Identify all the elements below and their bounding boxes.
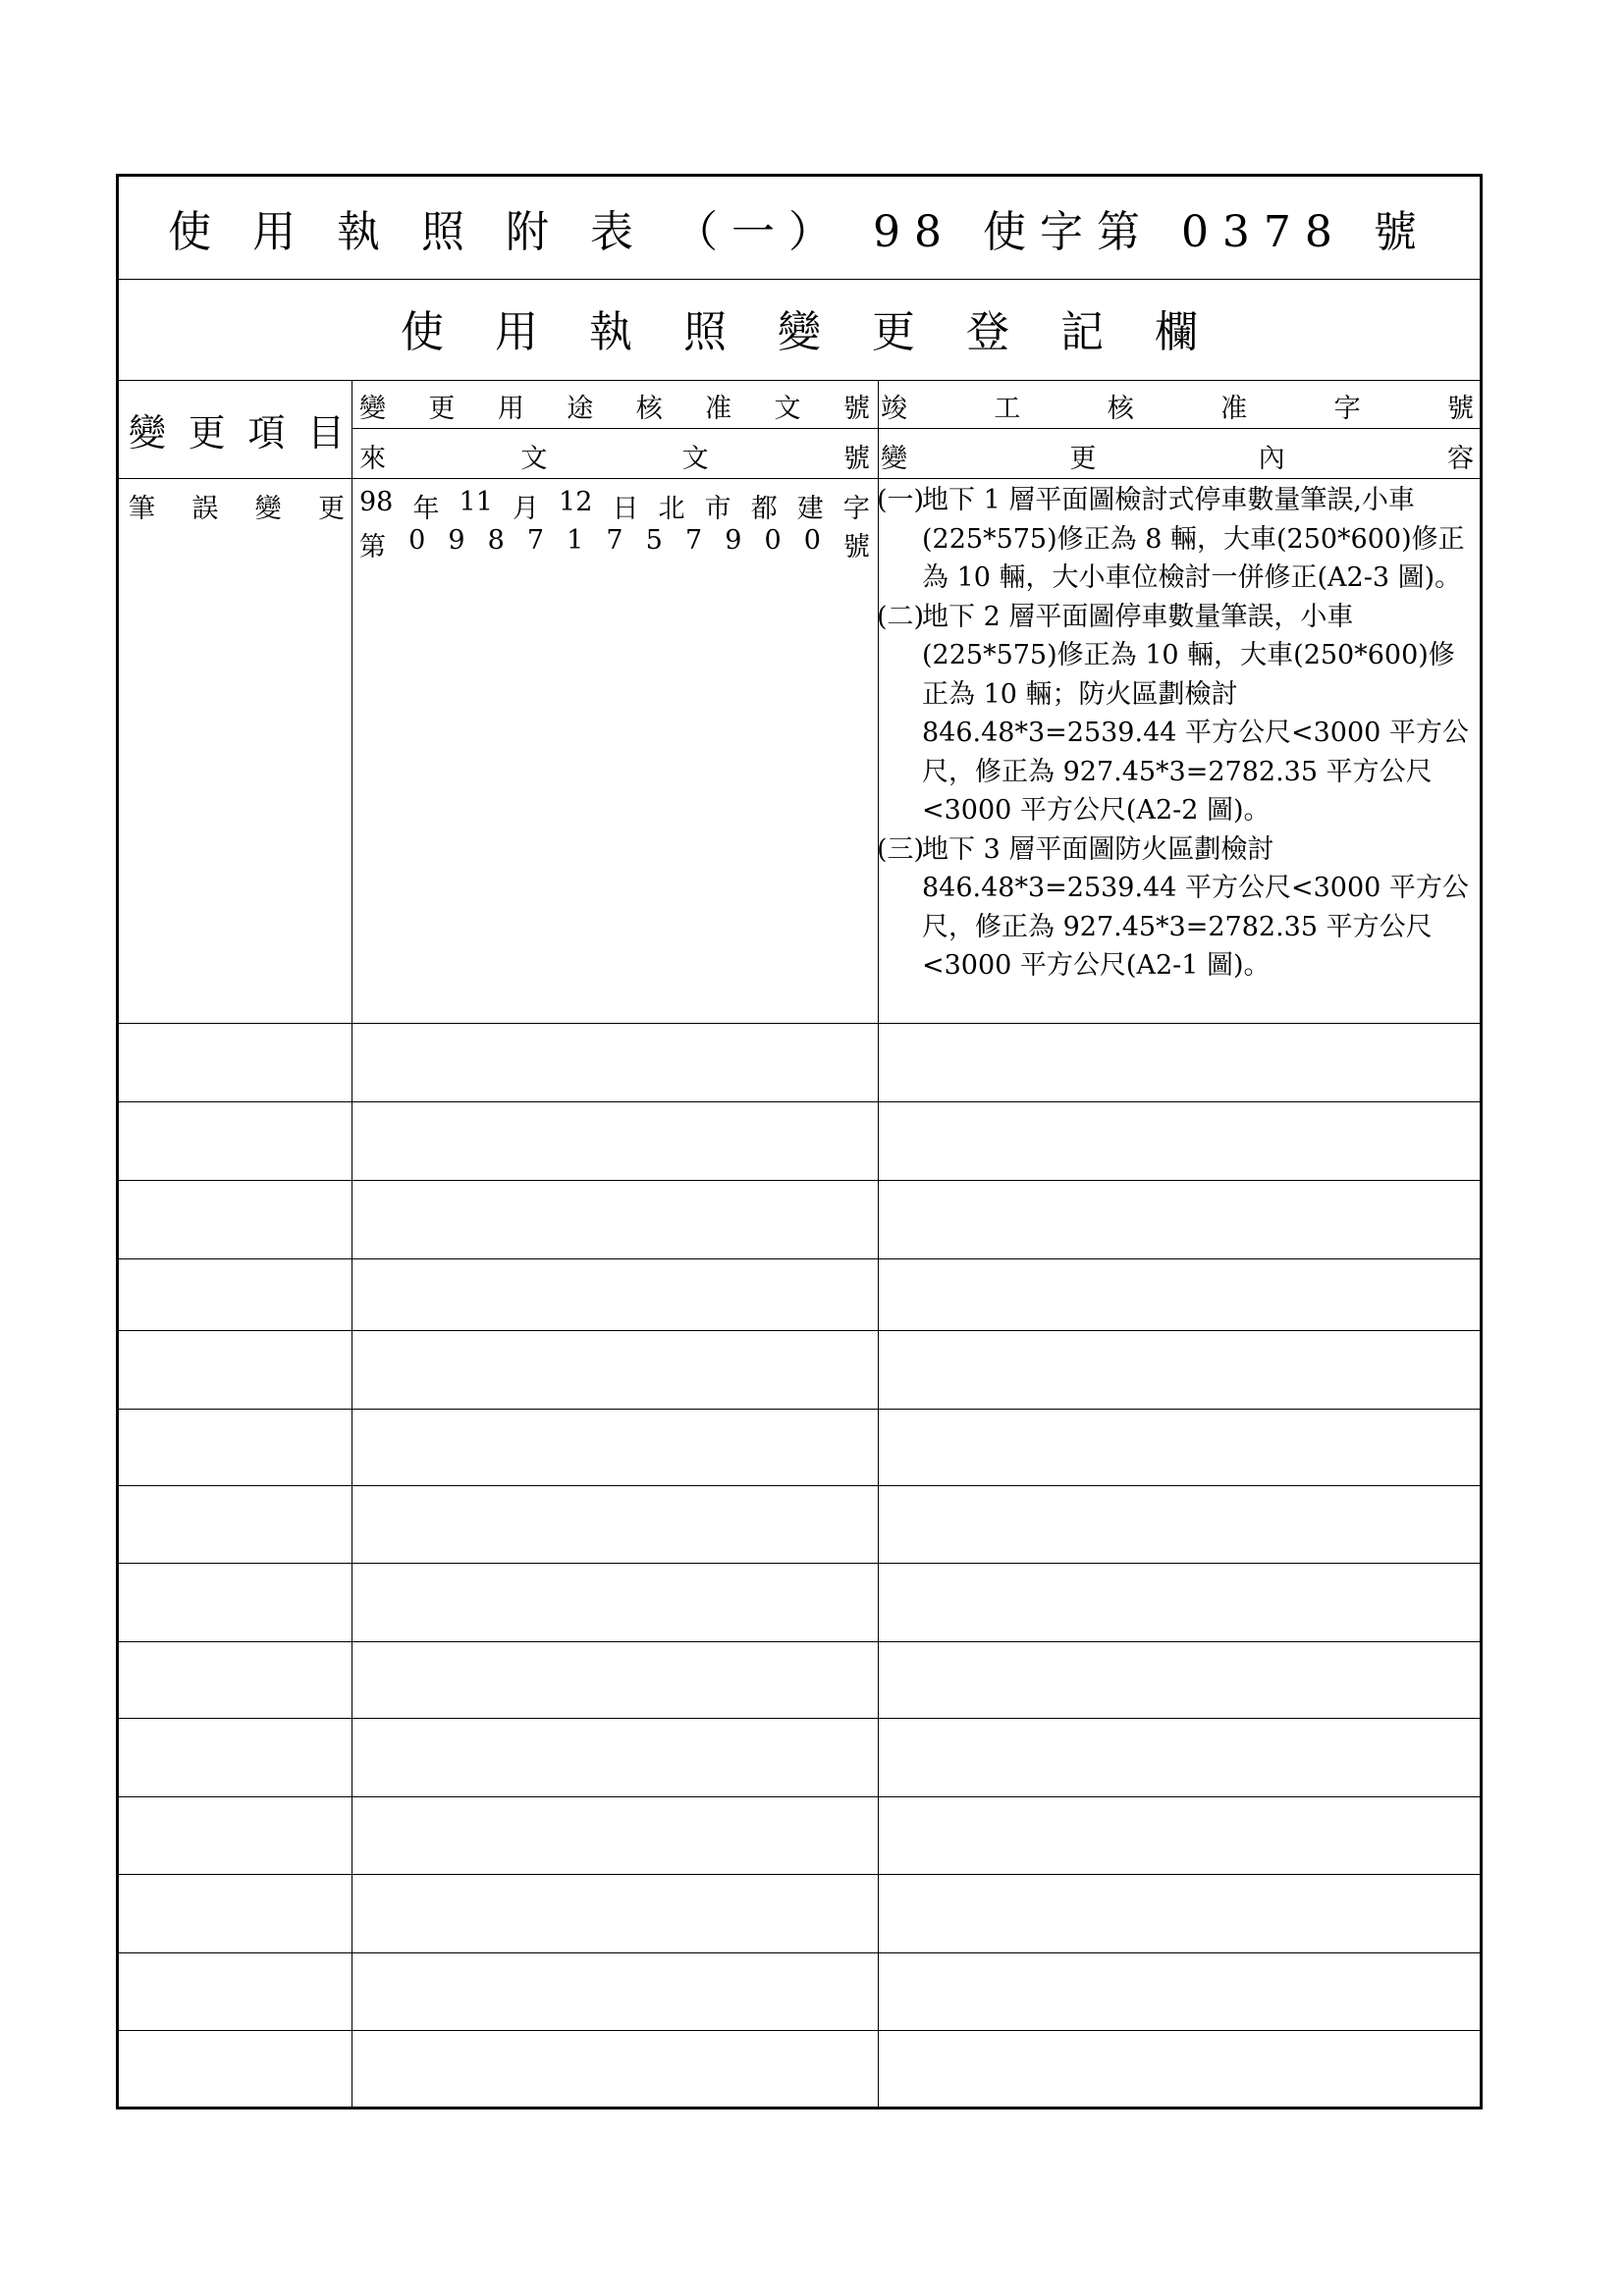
item-char: 誤	[191, 494, 219, 524]
row1-change-item	[129, 487, 345, 525]
row-line	[119, 1180, 1480, 1181]
doc-token: 0	[764, 525, 782, 556]
divider	[352, 428, 1480, 429]
doc-token: 12	[559, 487, 593, 517]
header-approval-doc	[359, 387, 870, 425]
header-char: 文	[681, 444, 709, 474]
header-char: 內	[1258, 444, 1285, 474]
form-title: 使 用 執 照 附 表 （一） 98 使字第 0378 號	[168, 207, 1431, 257]
header-char: 核	[1107, 394, 1134, 424]
entry-number: (三)	[877, 833, 925, 865]
header-char: 號	[842, 394, 870, 424]
doc-token: 5	[645, 525, 663, 556]
column-divider	[878, 380, 879, 2107]
doc-token: 1	[567, 525, 584, 556]
doc-token: 9	[448, 525, 465, 556]
doc-token: 號	[843, 532, 870, 562]
header-char: 變	[129, 411, 167, 454]
doc-token: 7	[684, 525, 703, 556]
row-line	[119, 1258, 1480, 1259]
header-char: 更	[1069, 444, 1097, 474]
item-char: 變	[254, 494, 282, 524]
header-char: 目	[306, 411, 345, 454]
doc-token: 11	[459, 487, 493, 517]
form-subtitle	[119, 296, 1480, 359]
doc-token: 7	[606, 525, 623, 556]
doc-token: 月	[512, 494, 539, 524]
header-char: 更	[188, 411, 226, 454]
entry-number: (二)	[877, 601, 925, 632]
header-char: 更	[428, 394, 456, 424]
header-char: 變	[881, 444, 907, 474]
subtitle-char: 使	[401, 307, 444, 357]
subtitle-char: 更	[872, 307, 915, 357]
header-char: 號	[842, 444, 870, 474]
row-line	[119, 1641, 1480, 1642]
subtitle-char: 欄	[1155, 307, 1198, 357]
divider	[119, 478, 1480, 479]
doc-token: 0	[803, 525, 821, 556]
entry-text: 地下 2 層平面圖停車數量筆誤，小車(225*575)修正為 10 輛，大車(250*600)修正為 10 輛；防火區劃檢討 846.48*3=2539.44 平方公尺<3000 平方公尺，修正為 927.45*3=2782.35 平方公尺<3000 平方公尺(A2-2 圖)。	[922, 601, 1469, 826]
header-char: 來	[359, 444, 386, 474]
subtitle-char: 執	[589, 307, 632, 357]
header-char: 竣	[881, 394, 907, 424]
doc-token: 8	[487, 525, 505, 556]
license-form	[116, 174, 1483, 2109]
subtitle-char: 照	[683, 307, 727, 357]
header-change-item	[129, 402, 345, 456]
header-char: 文	[520, 444, 548, 474]
header-char: 工	[994, 394, 1021, 424]
row-line	[119, 1563, 1480, 1564]
subtitle-char: 變	[778, 307, 821, 357]
row-line	[119, 1718, 1480, 1719]
doc-token: 第	[359, 532, 386, 562]
doc-token: 市	[704, 494, 731, 524]
row1-doc-line2	[359, 525, 870, 563]
doc-token: 字	[842, 494, 870, 524]
doc-token: 建	[796, 494, 824, 524]
entry-text: 地下 3 層平面圖防火區劃檢討 846.48*3=2539.44 平方公尺<3000 平方公尺，修正為 927.45*3=2782.35 平方公尺<3000 平方公尺(A2-1 圖)。	[922, 833, 1469, 981]
item-char: 筆	[129, 494, 155, 524]
subtitle-char: 登	[966, 307, 1009, 357]
header-incoming-doc	[359, 437, 870, 475]
header-completion-doc	[881, 387, 1474, 425]
row-line	[119, 1023, 1480, 1024]
doc-token: 0	[408, 525, 426, 556]
entry-number: (一)	[877, 485, 925, 515]
divider	[119, 279, 1480, 280]
doc-token: 9	[725, 525, 742, 556]
change-content-list	[877, 481, 1478, 986]
row-line	[119, 1485, 1480, 1486]
header-change-content	[881, 437, 1474, 475]
doc-token: 7	[526, 525, 545, 556]
doc-token: 日	[612, 494, 639, 524]
header-char: 變	[359, 394, 386, 424]
doc-token: 98	[359, 487, 394, 517]
row-line	[119, 1874, 1480, 1875]
entry-text: 地下 1 層平面圖檢討式停車數量筆誤,小車(225*575)修正為 8 輛，大車(250*600)修正為 10 輛，大小車位檢討一併修正(A2-3 圖)。	[922, 485, 1465, 593]
header-char: 號	[1446, 394, 1474, 424]
doc-token: 北	[658, 494, 685, 524]
divider	[119, 380, 1480, 381]
header-char: 途	[567, 394, 594, 424]
header-char: 容	[1446, 444, 1474, 474]
row1-doc-line1	[359, 487, 870, 525]
row-line	[119, 2030, 1480, 2031]
subtitle-char: 記	[1060, 307, 1104, 357]
row-line	[119, 1330, 1480, 1331]
row-line	[119, 1952, 1480, 1953]
header-char: 准	[705, 394, 732, 424]
change-entry	[877, 481, 1478, 598]
header-char: 文	[774, 394, 801, 424]
header-char: 准	[1220, 394, 1248, 424]
doc-token: 年	[412, 494, 440, 524]
header-char: 用	[497, 394, 524, 424]
header-char: 字	[1333, 394, 1361, 424]
item-char: 更	[317, 494, 345, 524]
change-entry	[877, 830, 1478, 986]
row-line	[119, 1101, 1480, 1102]
subtitle-char: 用	[495, 307, 538, 357]
change-entry	[877, 598, 1478, 830]
row-line	[119, 1796, 1480, 1797]
header-char: 項	[247, 411, 286, 454]
doc-token: 都	[750, 494, 778, 524]
header-char: 核	[635, 394, 663, 424]
row-line	[119, 1409, 1480, 1410]
